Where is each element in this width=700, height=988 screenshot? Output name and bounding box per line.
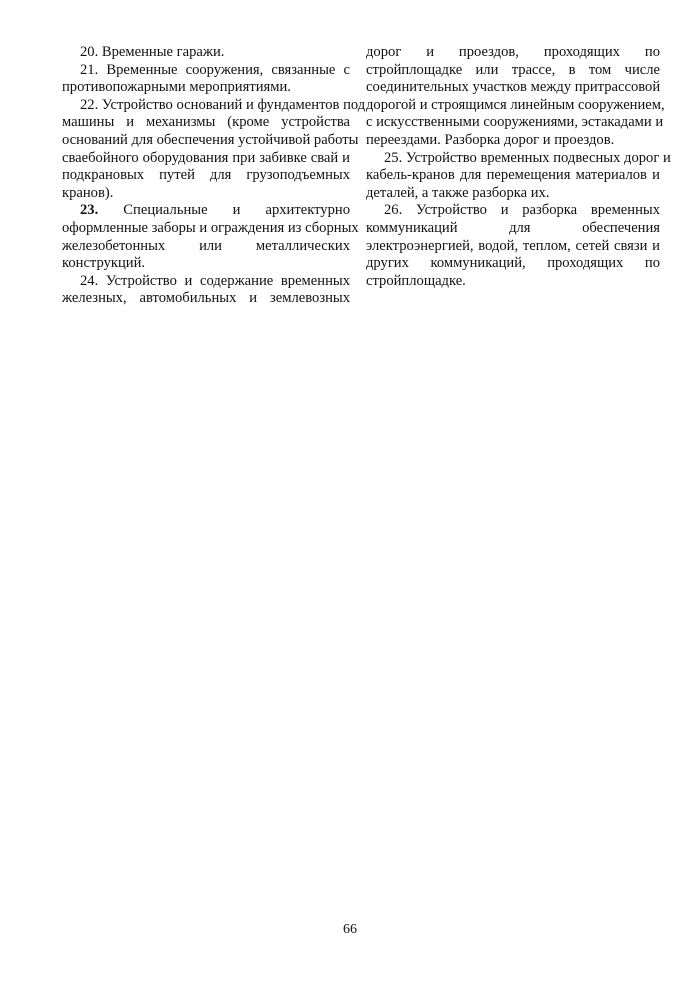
text-line: машины и механизмы (кроме устройства	[62, 114, 350, 131]
text-line: 22. Устройство оснований и фундаментов под	[80, 96, 366, 113]
text-line: подкрановых путей для грузоподъемных	[62, 167, 350, 184]
paragraph	[62, 62, 350, 97]
text-line: коммуникаций для обеспечения	[366, 219, 660, 236]
text-line: конструкций.	[62, 255, 146, 272]
text-line: железных, автомобильных и землевозных	[62, 290, 350, 307]
text-line: оснований для обеспечения устойчивой работы	[62, 131, 359, 148]
text-line: 21. Временные сооружения, связанные с	[80, 61, 350, 78]
text-line: 25. Устройство временных подвесных дорог и	[384, 149, 671, 166]
paragraph	[62, 44, 350, 62]
text-line: дорог и проездов, проходящих по	[366, 44, 660, 60]
text-line: деталей, а также разборка их.	[366, 184, 550, 201]
text-line: оформленные заборы и ограждения из сборных	[62, 219, 359, 236]
paragraph	[62, 96, 366, 203]
text-line: стройплощадке или трассе, в том числе	[366, 61, 660, 78]
text-line: 20. Временные гаражи.	[80, 44, 225, 60]
text-line: 23. Специальные и архитектурно	[80, 202, 350, 219]
text-line: с искусственными сооружениями, эстакадами и	[366, 114, 664, 131]
right-column	[366, 44, 671, 290]
paragraph	[62, 273, 350, 308]
text-line: стройплощадке.	[366, 272, 466, 289]
paragraph	[366, 202, 660, 290]
text-line: кабель-кранов для перемещения материалов и	[366, 167, 660, 184]
item-number: 23.	[80, 202, 99, 219]
text-line: соединительных участков между притрассовой	[366, 79, 661, 96]
text-line: 24. Устройство и содержание временных	[80, 272, 350, 289]
paragraph	[366, 44, 665, 150]
text-line: сваебойного оборудования при забивке свай и	[62, 149, 350, 166]
text-line: переездами. Разборка дорог и проездов.	[366, 131, 615, 148]
text-line: дорогой и строящимся линейным сооружением,	[366, 96, 665, 113]
text-line: противопожарными мероприятиями.	[62, 79, 291, 96]
text-line: кранов).	[62, 184, 114, 201]
page-number: 66	[343, 922, 357, 937]
text-line: 26. Устройство и разборка временных	[384, 202, 660, 219]
text-line: других коммуникаций, проходящих по	[366, 255, 660, 272]
paragraph	[62, 202, 359, 272]
paragraph	[366, 149, 671, 203]
text-line: электроэнергией, водой, теплом, сетей связи и	[366, 237, 660, 254]
left-column	[62, 44, 366, 308]
text-line: железобетонных или металлических	[62, 237, 350, 254]
